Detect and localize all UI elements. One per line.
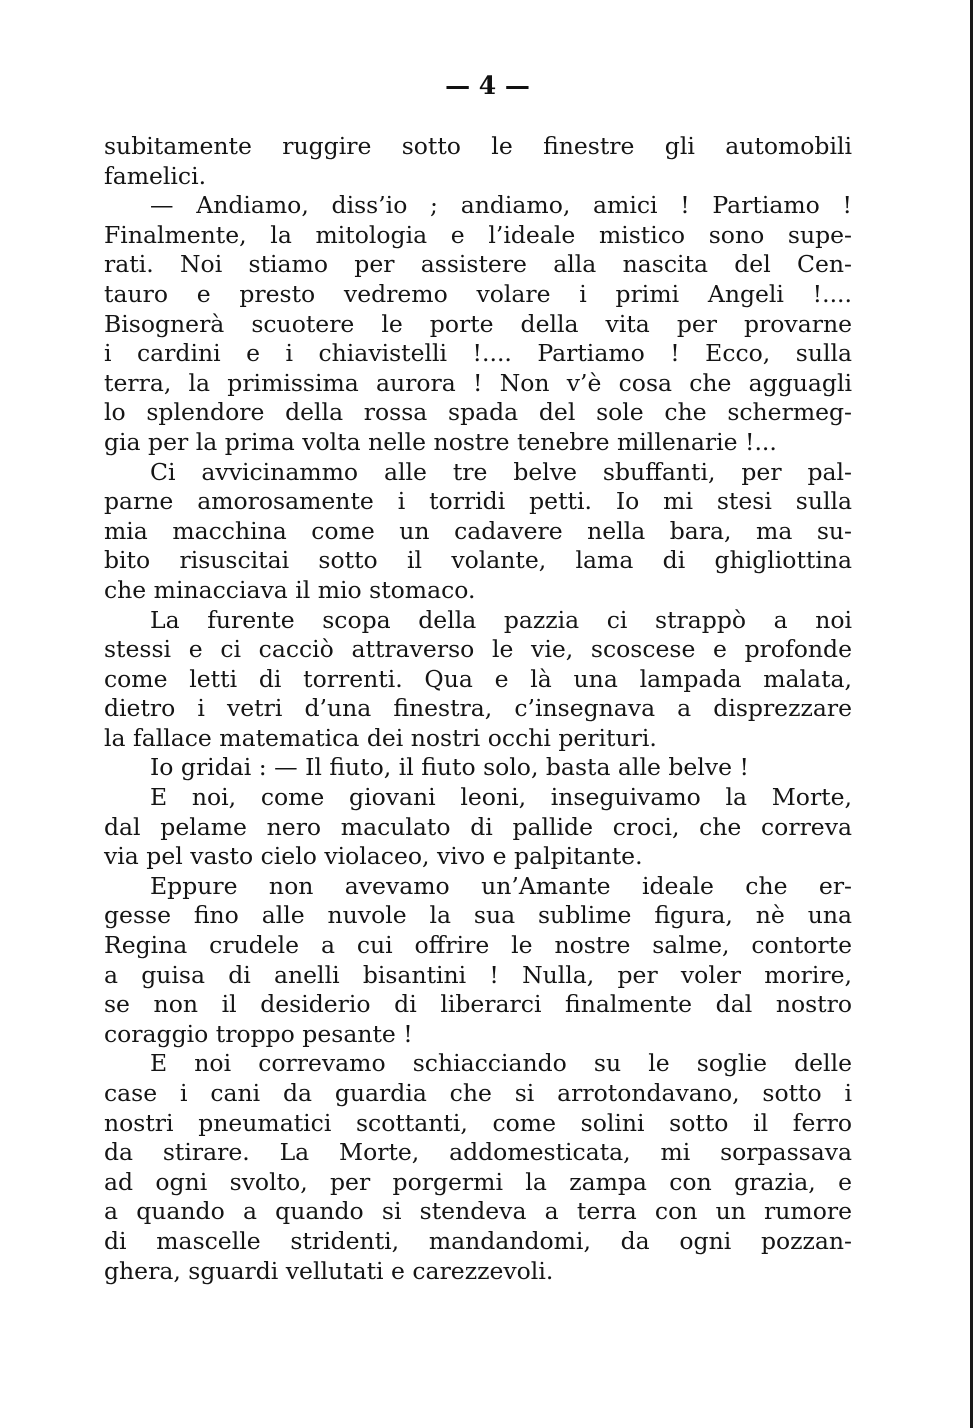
text-line: terra, la primissima aurora ! Non v’è cosa che agguagli: [104, 368, 852, 397]
text-line: case i cani da guardia che si arrotondavano, sotto i: [104, 1079, 852, 1107]
text-line: Regina crudele a cui offrire le nostre salme, contorte: [104, 931, 852, 960]
text-line: La furente scopa della pazzia ci strappò a noi: [150, 605, 852, 634]
text-line: rati. Noi stiamo per assistere alla nascita del Cen-: [104, 250, 852, 279]
text-line: gia per la prima volta nelle nostre tenebre millenarie !...: [104, 427, 777, 456]
text-line: come letti di torrenti. Qua e là una lampada malata,: [104, 664, 852, 693]
text-line: Bisognerà scuotere le porte della vita per provarne: [104, 309, 852, 338]
text-line: E noi correvamo schiacciando su le soglie delle: [150, 1049, 852, 1078]
text-line: via pel vasto cielo violaceo, vivo e palpitante.: [104, 842, 643, 871]
text-line: stessi e ci cacciò attraverso le vie, scoscese e profonde: [104, 635, 852, 664]
text-line: mia macchina come un cadavere nella bara, ma su-: [104, 516, 852, 545]
text-line: subitamente ruggire sotto le finestre gli automobili: [104, 132, 852, 160]
text-line: la fallace matematica dei nostri occhi perituri.: [104, 723, 657, 752]
text-line: a quando a quando si stendeva a terra con un rumore: [104, 1197, 852, 1226]
text-line: che minacciava il mio stomaco.: [104, 575, 476, 604]
text-line: bito risuscitai sotto il volante, lama di ghigliottina: [104, 546, 852, 575]
page-number: — 4 —: [445, 71, 530, 100]
text-line: gesse fino alle nuvole la sua sublime figura, nè una: [104, 901, 852, 930]
text-line: se non il desiderio di liberarci finalmente dal nostro: [104, 990, 852, 1019]
text-line: ghera, sguardi vellutati e carezzevoli.: [104, 1256, 554, 1285]
text-line: i cardini e i chiavistelli !.... Partiamo ! Ecco, sulla: [104, 339, 852, 368]
page-edge-line: [970, 0, 973, 1428]
text-line: — Andiamo, diss’io ; andiamo, amici ! Partiamo !: [150, 191, 852, 220]
text-line: tauro e presto vedremo volare i primi Angeli !....: [104, 279, 852, 308]
body-text: [104, 132, 852, 1286]
text-line: lo splendore della rossa spada del sole che schermeg-: [104, 398, 852, 427]
text-line: Eppure non avevamo un’Amante ideale che er-: [150, 871, 852, 900]
text-line: a guisa di anelli bisantini ! Nulla, per voler morire,: [104, 960, 852, 989]
text-line: nostri pneumatici scottanti, come solini sotto il ferro: [104, 1108, 852, 1137]
text-line: dietro i vetri d’una finestra, c’insegnava a disprezzare: [104, 694, 852, 723]
text-line: Finalmente, la mitologia e l’ideale mistico sono supe-: [104, 220, 852, 249]
text-line: Io gridai : — Il fiuto, il fiuto solo, basta alle belve !: [150, 753, 749, 782]
text-line: E noi, come giovani leoni, inseguivamo la Morte,: [150, 783, 852, 812]
text-line: da stirare. La Morte, addomesticata, mi sorpassava: [104, 1138, 852, 1167]
text-line: dal pelame nero maculato di pallide croci, che correva: [104, 812, 852, 841]
text-line: Ci avvicinammo alle tre belve sbuffanti, per pal-: [150, 457, 852, 486]
text-line: di mascelle stridenti, mandandomi, da ogni pozzan-: [104, 1226, 852, 1255]
text-line: ad ogni svolto, per porgermi la zampa con grazia, e: [104, 1167, 852, 1196]
text-line: coraggio troppo pesante !: [104, 1019, 413, 1048]
text-line: famelici.: [104, 161, 207, 190]
text-line: parne amorosamente i torridi petti. Io mi stesi sulla: [104, 487, 852, 516]
